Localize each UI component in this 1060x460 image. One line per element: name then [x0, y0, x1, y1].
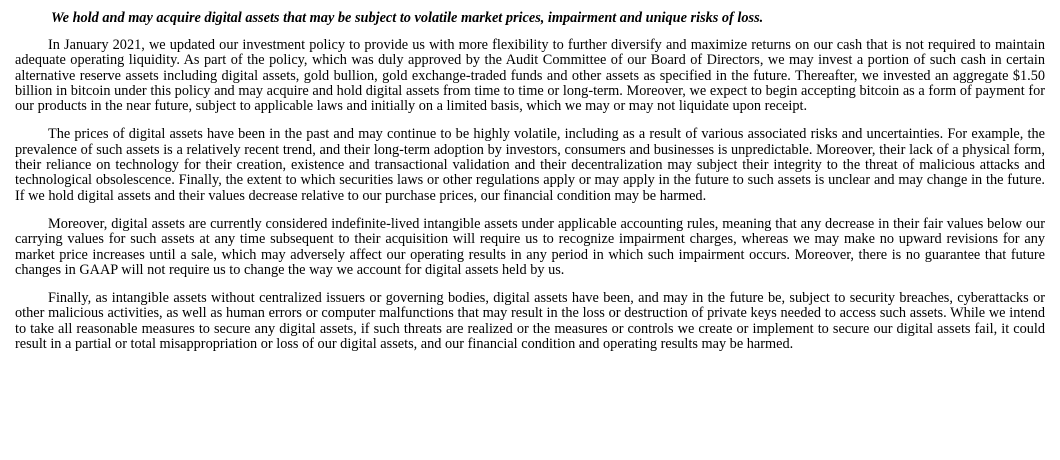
paragraph-security-risks: Finally, as intangible assets without centralized issuers or governing bodies, digital assets have been, and may in the future be, subject to security breaches, cyberattacks or other malicious activities, as well as human errors or computer malfunctions that may result in the loss or destruction of private keys needed to access such assets. While we intend to take all reasonable measures to secure any digital assets, if such threats are realized or the measures or controls we create or implement to secure our digital assets fail, it could result in a partial or total misappropriation or loss of our digital assets, and our financial condition and operating results may be harmed.	[15, 290, 1045, 353]
paragraph-price-volatility: The prices of digital assets have been in the past and may continue to be highly volatile, including as a result of various associated risks and uncertainties. For example, the prevalence of such assets is a relatively recent trend, and their long-term adoption by investors, consumers and businesses is unpredictable. Moreover, their lack of a physical form, their reliance on technology for their creation, existence and transactional validation and their decentralization may subject their integrity to the threat of malicious attacks and technological obsolescence. Finally, the extent to which securities laws or other regulations apply or may apply in the future to such assets is unclear and may change in the future. If we hold digital assets and their values decrease relative to our purchase prices, our financial condition may be harmed.	[15, 126, 1045, 204]
paragraph-accounting-impairment: Moreover, digital assets are currently considered indefinite-lived intangible assets under applicable accounting rules, meaning that any decrease in their fair values below our carrying values for such assets at any time subsequent to their acquisition will require us to recognize impairment charges, whereas we may make no upward revisions for any market price increases until a sale, which may adversely affect our operating results in any period in which such impairment occurs. Moreover, there is no guarantee that future changes in GAAP will not require us to change the way we account for digital assets held by us.	[15, 215, 1045, 278]
section-heading: We hold and may acquire digital assets that may be subject to volatile market prices, impairment and unique risks of loss.	[51, 10, 764, 26]
paragraph-investment-policy: In January 2021, we updated our investment policy to provide us with more flexibility to further diversify and maximize returns on our cash that is not required to maintain adequate operating liquidity. As part of the policy, which was duly approved by the Audit Committee of our Board of Directors, we may invest a portion of such cash in certain alternative reserve assets including digital assets, gold bullion, gold exchange-traded funds and other assets as specified in the future. Thereafter, we invested an aggregate $1.50 billion in bitcoin under this policy and may acquire and hold digital assets from time to time or long-term. Moreover, we expect to begin accepting bitcoin as a form of payment for our products in the near future, subject to applicable laws and initially on a limited basis, which we may or may not liquidate upon receipt.	[15, 37, 1045, 115]
